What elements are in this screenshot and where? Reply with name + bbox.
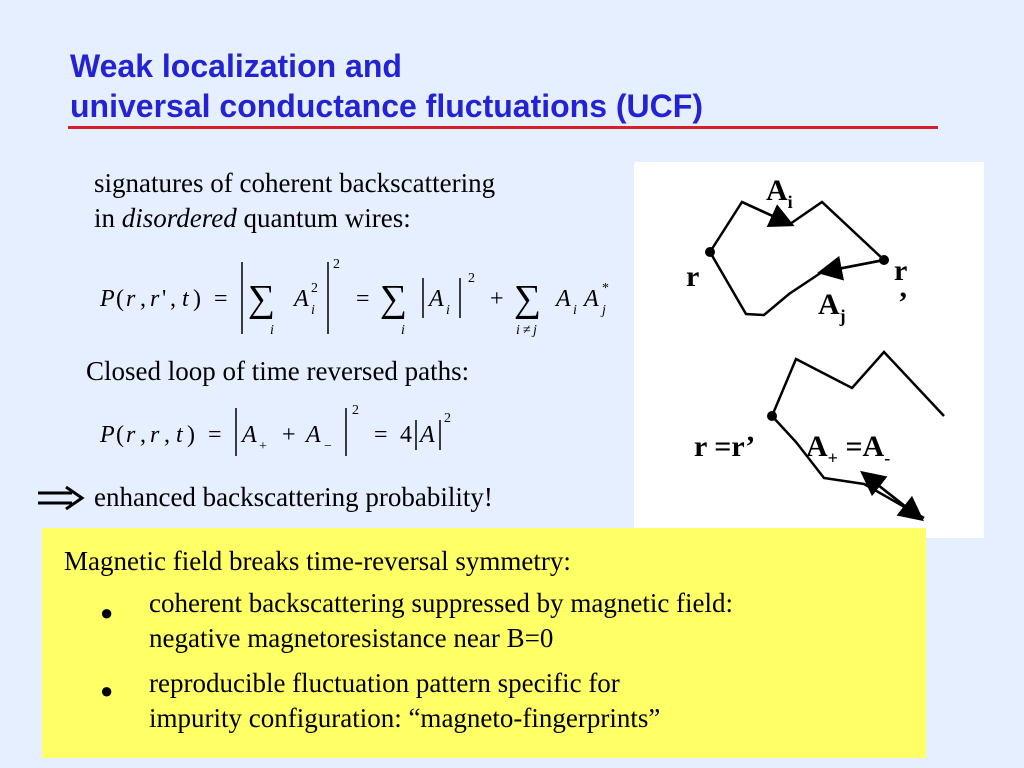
label-r-equals-rprime: r =r’ <box>694 430 756 463</box>
svg-text:2: 2 <box>311 281 318 296</box>
equation-closed-loop <box>90 398 490 468</box>
svg-text:': ' <box>162 286 167 312</box>
svg-text:P: P <box>100 286 115 312</box>
svg-text:A: A <box>429 286 444 312</box>
bullet-1-glyph: ● <box>100 600 114 625</box>
bullet-1-line-2: negative magnetoresistance near B=0 <box>149 623 554 653</box>
magnetic-field-heading: Magnetic field breaks time-reversal symmetry: <box>64 546 571 576</box>
path-ai <box>710 202 884 260</box>
bullet-2-line-2: impurity configuration: “magneto-fingerprints” <box>149 703 661 733</box>
svg-text:*: * <box>602 281 609 296</box>
svg-text:4: 4 <box>400 422 412 448</box>
intro-text <box>94 166 495 236</box>
svg-text:2: 2 <box>444 411 451 426</box>
svg-text:t: t <box>176 422 183 448</box>
svg-text:A: A <box>294 286 309 312</box>
bullet-1-line-1: coherent backscattering suppressed by magnetic field: <box>149 588 734 618</box>
svg-text:A: A <box>420 422 435 448</box>
svg-text:,: , <box>140 422 146 448</box>
closed-loop-path <box>772 352 944 416</box>
svg-text:=: = <box>374 422 388 448</box>
svg-text:,: , <box>140 286 146 312</box>
point-r-equals-rprime <box>767 411 777 421</box>
intro-line-2-emph: disordered <box>121 203 237 233</box>
svg-text:r: r <box>126 422 136 448</box>
svg-text:j: j <box>602 303 606 318</box>
svg-text:∑: ∑ <box>514 278 542 320</box>
point-rprime <box>879 255 889 265</box>
svg-text:i: i <box>270 323 274 338</box>
svg-text:=: = <box>214 286 228 312</box>
double-arrow-right-icon <box>36 486 86 510</box>
label-rprime-mark: ’ <box>898 286 908 319</box>
svg-text:−: − <box>324 439 332 454</box>
path-diagram <box>634 162 984 538</box>
bullet-2-text <box>149 666 660 736</box>
svg-text:A: A <box>556 286 571 312</box>
closed-loop-label: Closed loop of time reversed paths: <box>86 356 470 386</box>
enhanced-backscattering-text: enhanced backscattering probability! <box>94 482 493 512</box>
svg-text:r: r <box>150 422 160 448</box>
label-aj: $A_j$ <box>818 288 846 326</box>
svg-text:(: ( <box>116 286 124 312</box>
svg-text:≠: ≠ <box>523 323 531 338</box>
svg-text:i: i <box>573 303 577 318</box>
bullet-2-line-1: reproducible fluctuation pattern specific for <box>149 668 620 698</box>
svg-text:t: t <box>182 286 189 312</box>
label-ai: $A_i$ <box>766 174 793 212</box>
svg-text:,: , <box>170 286 176 312</box>
svg-text:∑: ∑ <box>248 278 276 320</box>
svg-text:,: , <box>164 422 170 448</box>
svg-text:+: + <box>282 422 296 448</box>
svg-text:+: + <box>259 439 267 454</box>
svg-text:A: A <box>306 422 321 448</box>
svg-text:i: i <box>311 303 315 318</box>
intro-line-1: signatures of coherent backscattering <box>94 168 496 198</box>
path-diagram-panel <box>634 162 984 538</box>
label-r: r <box>686 260 700 293</box>
bullet-2-glyph: ● <box>100 678 114 703</box>
svg-text:2: 2 <box>333 257 340 272</box>
svg-text:2: 2 <box>352 403 359 418</box>
title-line-2: universal conductance fluctuations (UCF) <box>70 88 703 124</box>
svg-text:j: j <box>533 323 537 338</box>
equation-probability-sum <box>90 248 630 348</box>
bullet-1-text <box>149 586 733 656</box>
svg-text:r: r <box>150 286 160 312</box>
slide-title <box>70 46 703 126</box>
label-rprime: r <box>894 254 908 287</box>
svg-text:): ) <box>187 422 195 448</box>
label-aplus-equals-aminus: $A_+ =A_-$ <box>806 430 891 468</box>
svg-text:i: i <box>401 323 405 338</box>
svg-text:): ) <box>193 286 201 312</box>
title-underline <box>68 126 938 129</box>
svg-text:=: = <box>208 422 222 448</box>
svg-text:(: ( <box>116 422 124 448</box>
path-aj <box>710 252 884 315</box>
magnetic-field-box <box>42 528 926 758</box>
svg-text:+: + <box>490 286 504 312</box>
path-aj-arrow <box>822 260 884 272</box>
svg-text:r: r <box>126 286 136 312</box>
svg-text:i: i <box>516 323 520 338</box>
svg-text:i: i <box>446 303 450 318</box>
title-line-1: Weak localization and <box>70 48 402 84</box>
svg-text:A: A <box>242 422 257 448</box>
intro-line-2-suffix: quantum wires: <box>236 203 411 233</box>
point-r <box>705 247 715 257</box>
closed-loop-arrow-back <box>864 474 920 518</box>
svg-text:=: = <box>356 286 370 312</box>
svg-text:∑: ∑ <box>380 278 408 320</box>
intro-line-2-prefix: in <box>94 203 122 233</box>
svg-text:2: 2 <box>468 271 475 286</box>
svg-text:P: P <box>100 422 115 448</box>
svg-text:A: A <box>584 286 599 312</box>
